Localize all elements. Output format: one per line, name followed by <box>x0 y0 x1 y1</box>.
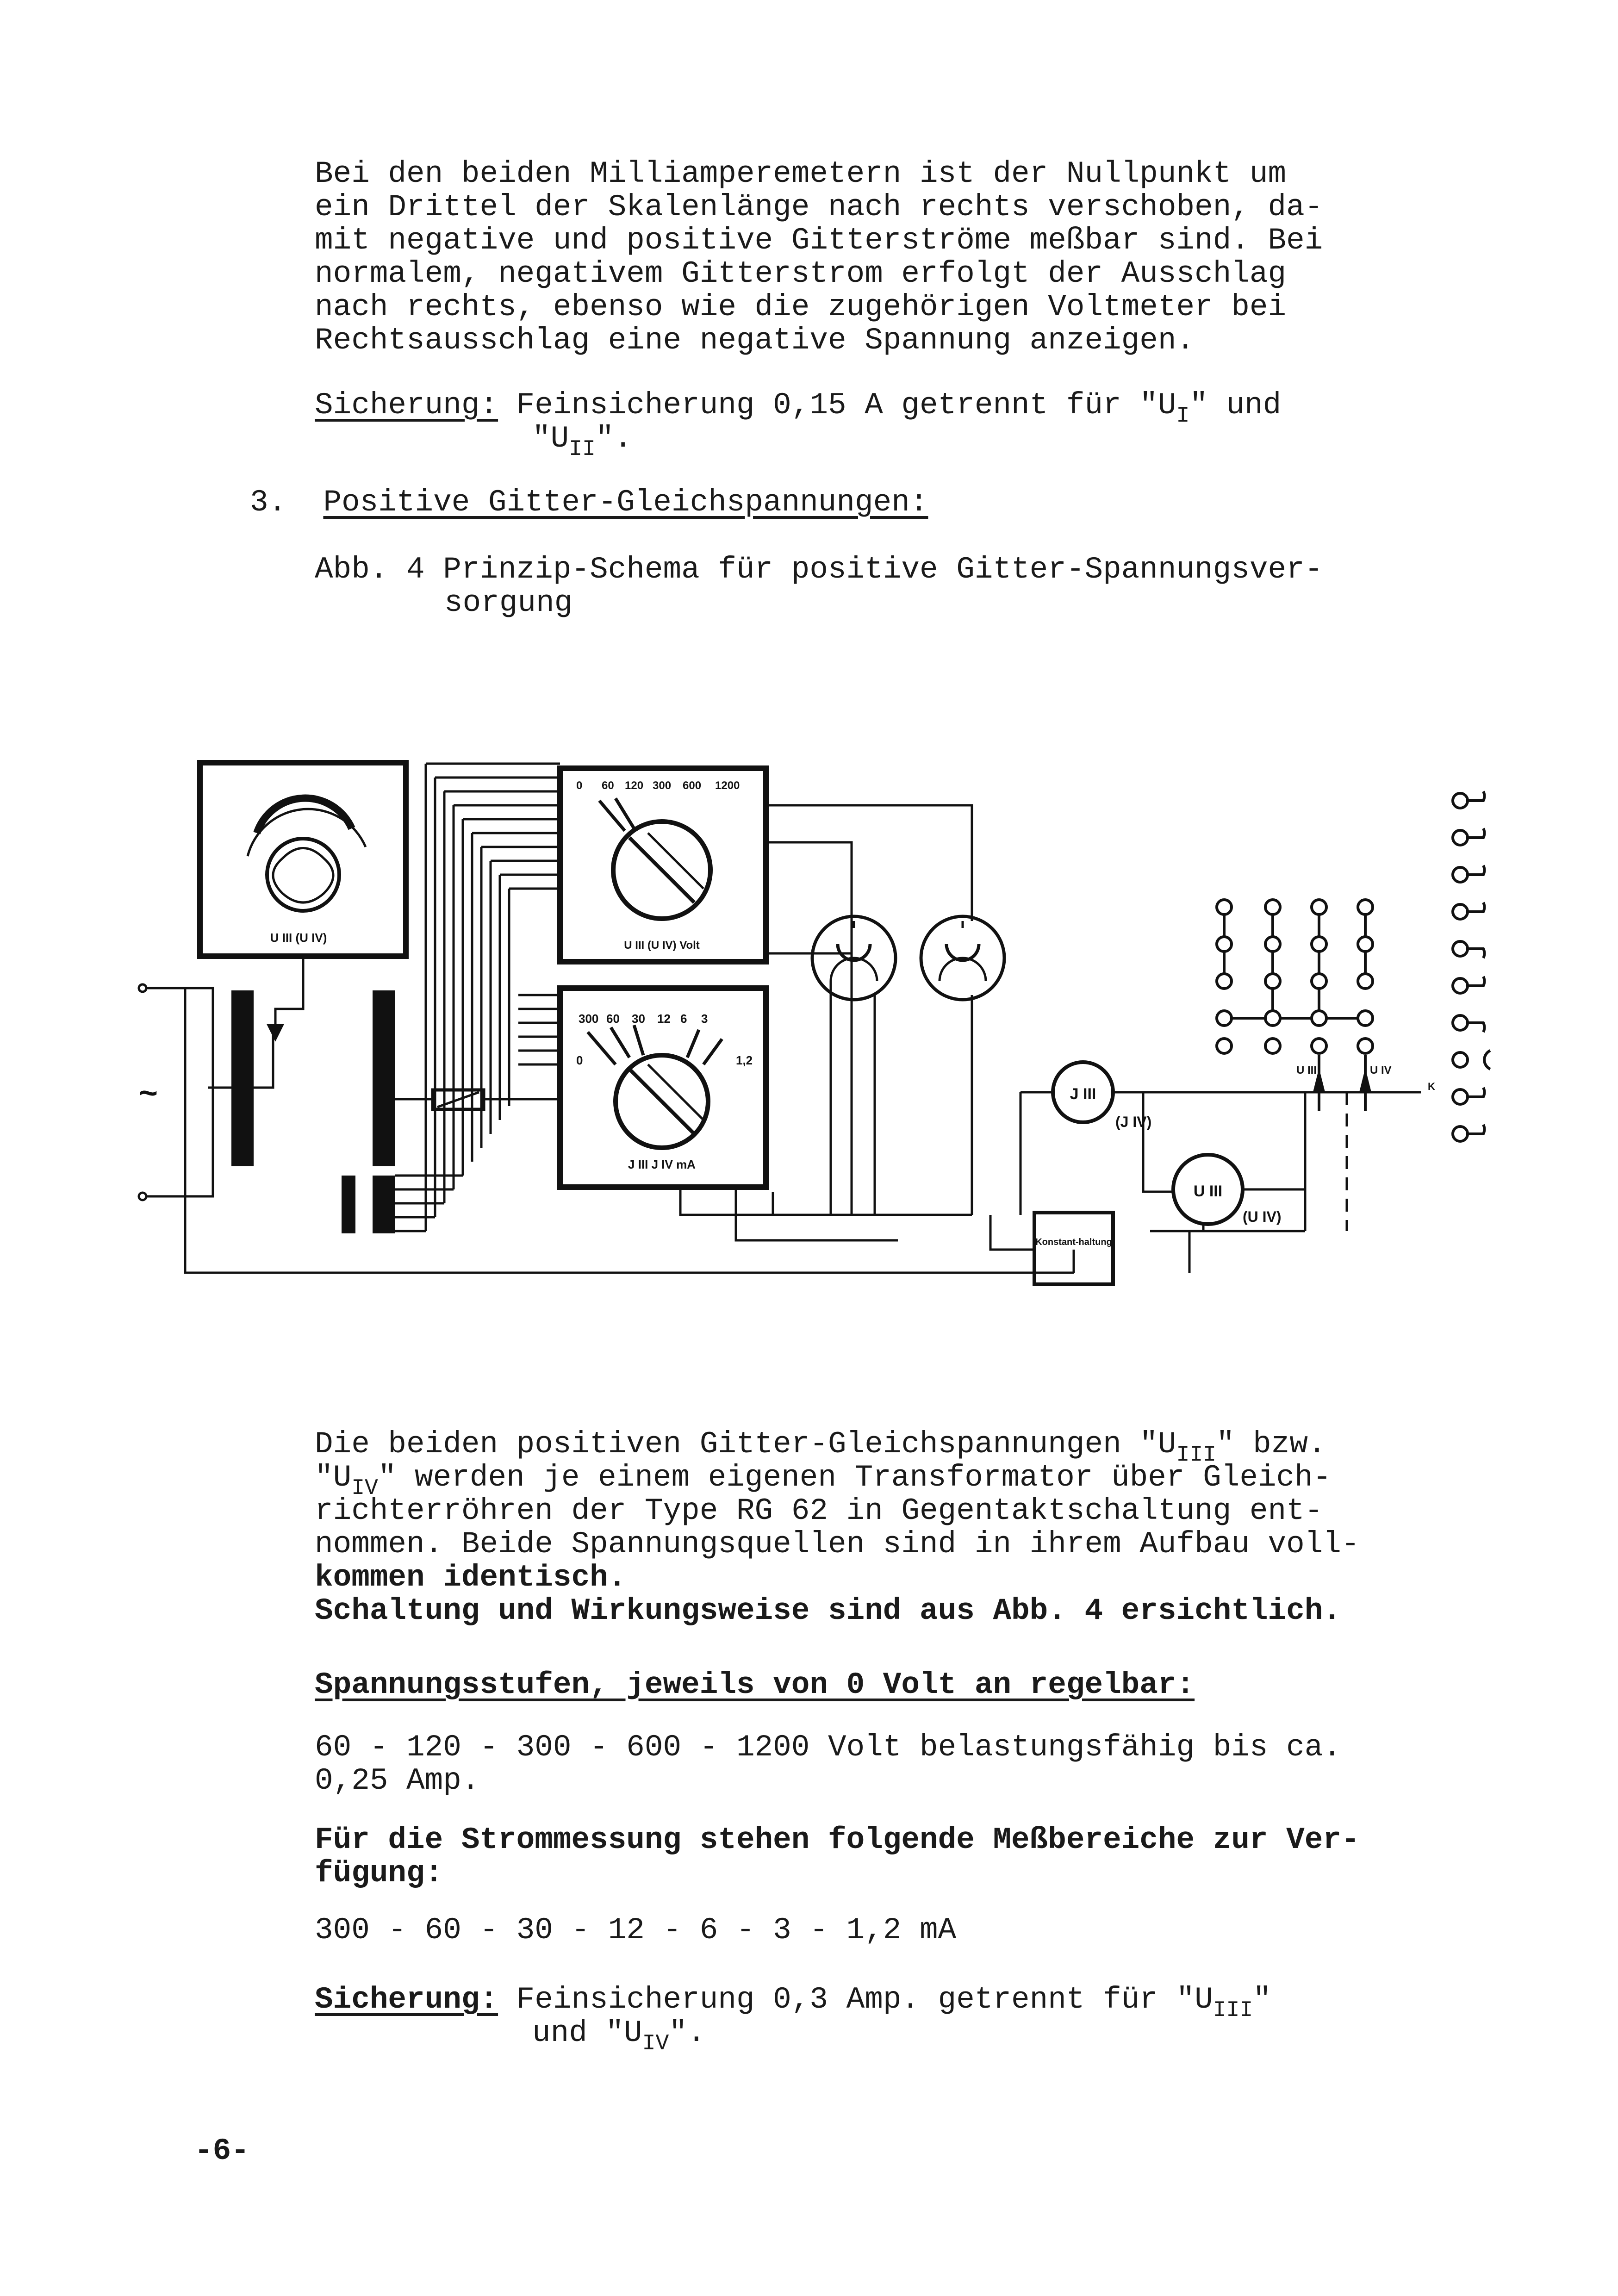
ammeter-scale-tick: 60 <box>606 1012 620 1026</box>
page-number: -6- <box>194 2134 249 2168</box>
current-measurement-text <box>315 1823 1481 1890</box>
regulator-knob-icon <box>248 798 366 911</box>
constant-box-label: Konstant-haltung <box>1035 1237 1112 1247</box>
ammeter-scale-tick: 0 <box>576 1053 583 1067</box>
voltmeter-scale-tick: 300 <box>653 779 672 792</box>
text-line: 0,25 Amp. <box>315 1763 480 1798</box>
text-segment: "U <box>315 1460 352 1495</box>
text-line: Rechtsausschlag eine negative Spannung anzeigen. <box>315 323 1195 358</box>
paragraph-zero-point <box>315 157 1481 357</box>
caption-line: Abb. 4 Prinzip-Schema für positive Gitter-Spannungsver- <box>315 552 1323 587</box>
fuse-text: ". <box>595 421 633 456</box>
text-line: fügung: <box>315 1856 443 1891</box>
voltmeter-scale-tick: 0 <box>576 779 583 792</box>
fuse-text: Feinsicherung 0,3 Amp. getrennt für "U <box>498 1982 1213 2017</box>
text-segment: " bzw. <box>1216 1427 1326 1462</box>
voltmeter-scale-tick: 120 <box>625 779 644 792</box>
ammeter-scale-tick: 1,2 <box>736 1053 753 1067</box>
ac-symbol: ~ <box>139 1075 158 1111</box>
ammeter-scale-tick: 12 <box>657 1012 671 1026</box>
fuse-label: Sicherung: <box>315 388 498 423</box>
subscript: IV <box>351 1476 378 1501</box>
connector-column <box>1453 791 1490 1141</box>
fuse-label: Sicherung: <box>315 1982 498 2017</box>
section-number: 3. <box>250 485 287 520</box>
voltage-steps-text <box>315 1731 1481 1798</box>
input-terminal-icon <box>139 1193 146 1200</box>
transformer-core-lower-2 <box>373 1176 395 1233</box>
section-title: Positive Gitter-Gleichspannungen: <box>323 485 928 520</box>
caption-line: sorgung <box>444 585 573 620</box>
voltage-meter-alt-label: (U IV) <box>1243 1208 1282 1225</box>
input-terminal-icon <box>139 984 146 992</box>
fuse-text: " <box>1253 1982 1271 2017</box>
voltmeter-scale-tick: 1200 <box>715 779 740 792</box>
fuse-note-1 <box>315 388 1481 462</box>
ammeter-scale-tick: 6 <box>680 1012 687 1026</box>
paragraph-positive-voltages <box>315 1428 1481 1628</box>
text-segment: " werden je einem eigenen Transformator über Gleich- <box>378 1460 1332 1495</box>
ammeter-scale-tick: 300 <box>579 1012 599 1026</box>
transformer-core-left <box>231 990 254 1166</box>
fuse-text: "U <box>532 421 569 456</box>
fuse-text: " und <box>1189 388 1282 423</box>
regulator-label: U III (U IV) <box>270 931 327 945</box>
current-meter-alt-label: (J IV) <box>1115 1114 1152 1130</box>
text-segment: Die beiden positiven Gitter-Gleichspannungen "U <box>315 1427 1176 1462</box>
terminal-array <box>1217 900 1373 1111</box>
subscript: I <box>1176 404 1190 429</box>
voltage-steps-heading: Spannungsstufen, jeweils von 0 Volt an regelbar: <box>315 1668 1195 1702</box>
text-line: 60 - 120 - 300 - 600 - 1200 Volt belastungsfähig bis ca. <box>315 1730 1341 1765</box>
subscript: II <box>569 437 596 462</box>
figure-caption <box>315 553 1481 620</box>
text-line: nommen. Beide Spannungsquellen sind in ihrem Aufbau voll- <box>315 1527 1360 1562</box>
current-meter-label: J III <box>1070 1085 1096 1103</box>
ammeter-label: J III J IV mA <box>628 1157 696 1171</box>
voltmeter-scale-tick: 60 <box>602 779 614 792</box>
transformer-core-lower-1 <box>342 1176 355 1233</box>
circuit-diagram <box>125 750 1504 1328</box>
terminal-label-u3: U III <box>1296 1064 1317 1076</box>
terminal-label-u4: U IV <box>1370 1064 1392 1076</box>
voltmeter-label: U III (U IV) Volt <box>624 939 700 952</box>
fuse-text: und "U <box>532 2016 642 2050</box>
transformer-core-right <box>373 990 395 1166</box>
ammeter-scale-tick: 30 <box>632 1012 645 1026</box>
regulator-box <box>200 763 406 956</box>
text-line: Schaltung und Wirkungsweise sind aus Abb. 4 ersichtlich. <box>315 1593 1341 1628</box>
text-line: mit negative und positive Gitterströme meßbar sind. Bei <box>315 223 1323 258</box>
fuse-text: Feinsicherung 0,15 A getrennt für "U <box>498 388 1176 423</box>
voltage-meter-label: U III <box>1193 1182 1223 1200</box>
text-line: normalem, negativem Gitterstrom erfolgt der Ausschlag <box>315 256 1287 291</box>
text-line: Bei den beiden Milliamperemetern ist der Nullpunkt um <box>315 156 1287 191</box>
fuse-note-2 <box>315 1982 1481 2056</box>
fuse-text: ". <box>669 2016 706 2050</box>
section-heading <box>250 486 1416 519</box>
text-line: nach rechts, ebenso wie die zugehörigen Voltmeter bei <box>315 290 1287 324</box>
text-line: Für die Strommessung stehen folgende Meßbereiche zur Ver- <box>315 1823 1360 1857</box>
text-line: kommen identisch. <box>315 1560 627 1595</box>
terminal-label-k: K <box>1428 1081 1435 1092</box>
text-line: richterröhren der Type RG 62 in Gegentaktschaltung ent- <box>315 1493 1323 1528</box>
subscript: IV <box>642 2031 669 2056</box>
ammeter-scale-tick: 3 <box>701 1012 708 1026</box>
voltmeter-scale-tick: 600 <box>683 779 702 792</box>
text-line: ein Drittel der Skalenlänge nach rechts verschoben, da- <box>315 190 1323 224</box>
current-ranges: 300 - 60 - 30 - 12 - 6 - 3 - 1,2 mA <box>315 1913 957 1948</box>
subscript: III <box>1213 1998 1253 2023</box>
voltmeter-box <box>560 768 766 962</box>
subscript: III <box>1176 1443 1216 1468</box>
